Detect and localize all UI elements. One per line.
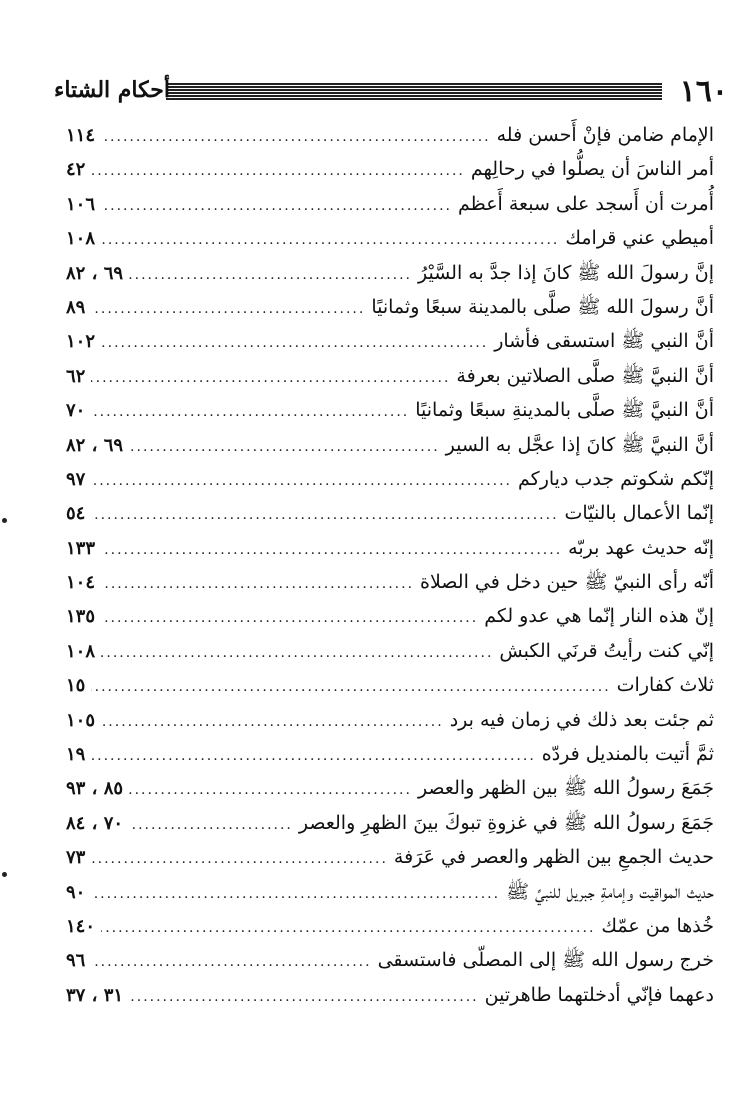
leader-dots [91,464,512,498]
index-entry [66,359,714,393]
index-entry [66,531,714,565]
hadith-text: ثمَّ أتيت بالمنديل فردّه [541,743,714,766]
index-entry [66,462,714,496]
index-entry [66,496,714,530]
page-refs: ١٩ [66,744,86,766]
hadith-text: أمر الناسَ أن يصلُّوا في رحالِهم [470,158,714,181]
page-refs: ٦٩ ، ٨٢ [66,262,124,284]
page-refs: ١١٤ [66,125,96,146]
index-entry [66,771,714,805]
hadith-text: أنَّ النبيَّ ﷺ صلَّى الصلاتين بعرفة [456,364,714,387]
page-refs: ٩٠ [66,881,86,903]
page-refs: ١٠٨ [66,640,96,662]
leader-dots [101,189,452,223]
page-refs: ١٤٠ [66,915,96,937]
index-entry [66,978,714,1012]
leader-dots [91,739,535,773]
hadith-text: إنّي كنت رأيتُ قرنَي الكبش [499,639,714,662]
page-refs: ٤٢ [66,159,86,181]
header-rule [166,82,662,100]
hadith-text: خُذها من عمّك [601,914,714,937]
index-entry [66,943,714,977]
leader-dots [91,877,500,911]
scan-mark [2,872,7,877]
index-entry [66,393,714,427]
leader-dots [91,154,465,188]
page-refs: ١٣٥ [66,606,96,628]
hadith-text: دعهما فإنّي أدخلتهما طاهرتين [484,983,714,1006]
page-refs: ٩٦ [66,950,86,972]
leader-dots [91,945,371,979]
leader-dots [101,601,478,635]
hadith-text: أميطي عني قرامك [565,227,714,250]
hadith-text: ثم جئت بعد ذلك في زمان فيه برد [449,708,714,731]
index-entry [66,221,714,255]
page-refs: ٧٠ [66,400,86,422]
leader-dots [101,705,444,739]
hadith-text: خرج رسول الله ﷺ إلى المصلّى فاستسقى [377,949,714,972]
page-refs: ٨٩ [66,296,86,318]
leader-dots [91,395,409,429]
hadith-text: أنَّ النبي ﷺ استسقى فأشار [494,330,714,353]
hadith-text: ثلاث كفارات [616,674,714,697]
hadith-text: أنّه رأى النبيّ ﷺ حين دخل في الصلاة [420,571,714,594]
leader-dots [129,980,479,1014]
page-refs: ٧٣ [66,847,86,869]
page-refs: ١٠٤ [66,572,96,594]
page-refs: ٦٢ [66,365,86,387]
leader-dots [101,223,559,257]
hadith-text: حديث الجمعِ بين الظهر والعصر في عَرَفة [393,846,714,869]
index-entry [66,599,714,633]
index-entry [66,565,714,599]
page-header [54,72,728,112]
index-entry [66,290,714,324]
hadith-text: أنَّ النبيَّ ﷺ صلَّى بالمدينةِ سبعًا وثمانيًا [415,399,714,422]
index-entry [66,703,714,737]
index-entry [66,324,714,358]
leader-dots [91,498,558,532]
page-refs: ١٠٨ [66,228,96,250]
page-refs: ٣١ ، ٣٧ [66,984,124,1006]
page-refs: ٨٥ ، ٩٣ [66,778,124,800]
leader-dots [129,430,440,464]
leader-dots [101,120,491,154]
book-title: أحكام الشتاء [54,77,170,103]
hadith-text: حديث المواقيت وإمامةِ جبريل للنبيِّ ﷺ [506,880,714,903]
page-refs: ٥٤ [66,503,86,525]
scan-mark [2,518,7,523]
index-entry [66,806,714,840]
index-entry [66,634,714,668]
leader-dots [91,361,450,395]
page-refs: ٧٠ ، ٨٤ [66,812,124,834]
leader-dots [91,292,365,326]
hadith-text: جَمَعَ رسولُ الله ﷺ بين الظهر والعصر [417,777,714,800]
hadith-index-list [66,118,714,1012]
index-entry [66,875,714,909]
hadith-text: أنَّ النبيَّ ﷺ كانَ إذا عجَّل به السير [445,433,714,456]
page-refs: ٦٩ ، ٨٢ [66,434,124,456]
page-refs: ١٥ [66,675,86,697]
leader-dots [91,670,610,704]
hadith-text: إنّما الأعمال بالنيّات [564,502,714,525]
page-refs: ١٣٣ [66,537,96,559]
page-refs: ١٠٦ [66,193,96,215]
leader-dots [129,808,293,842]
index-entry [66,909,714,943]
hadith-text: إنّه حديث عهد بربّه [568,536,714,559]
index-entry [66,152,714,186]
hadith-text: إنّ هذه النار إنّما هي عدو لكم [484,605,714,628]
hadith-text: إنّكم شكوتم جدب دياركم [518,467,714,490]
leader-dots [101,911,595,945]
page-refs: ١٠٥ [66,709,96,731]
leader-dots [101,326,488,360]
leader-dots [101,567,414,601]
leader-dots [101,636,493,670]
index-entry [66,428,714,462]
leader-dots [101,533,562,567]
hadith-text: أنَّ رسولَ الله ﷺ صلَّى بالمدينة سبعًا وثمانيًا [371,295,714,318]
leader-dots [129,258,412,292]
leader-dots [91,842,388,876]
page-number: ١٦٠ [679,74,728,109]
hadith-text: الإمام ضامن فإنْ أَحسن فله [496,124,714,146]
leader-dots [129,773,412,807]
hadith-text: إنَّ رسولَ الله ﷺ كانَ إذا جدَّ به السَّيْرُ [418,261,714,284]
index-entry [66,118,714,152]
index-entry [66,668,714,702]
index-entry [66,256,714,290]
page-refs: ٩٧ [66,468,86,490]
index-entry [66,737,714,771]
index-entry [66,187,714,221]
hadith-text: أُمرت أن أَسجد على سبعة أَعظم [457,192,714,215]
index-entry [66,840,714,874]
hadith-text: جَمَعَ رسولُ الله ﷺ في غزوةِ تبوكَ بينَ الظهرِ والعصر [298,811,714,834]
page-refs: ١٠٢ [66,331,96,353]
